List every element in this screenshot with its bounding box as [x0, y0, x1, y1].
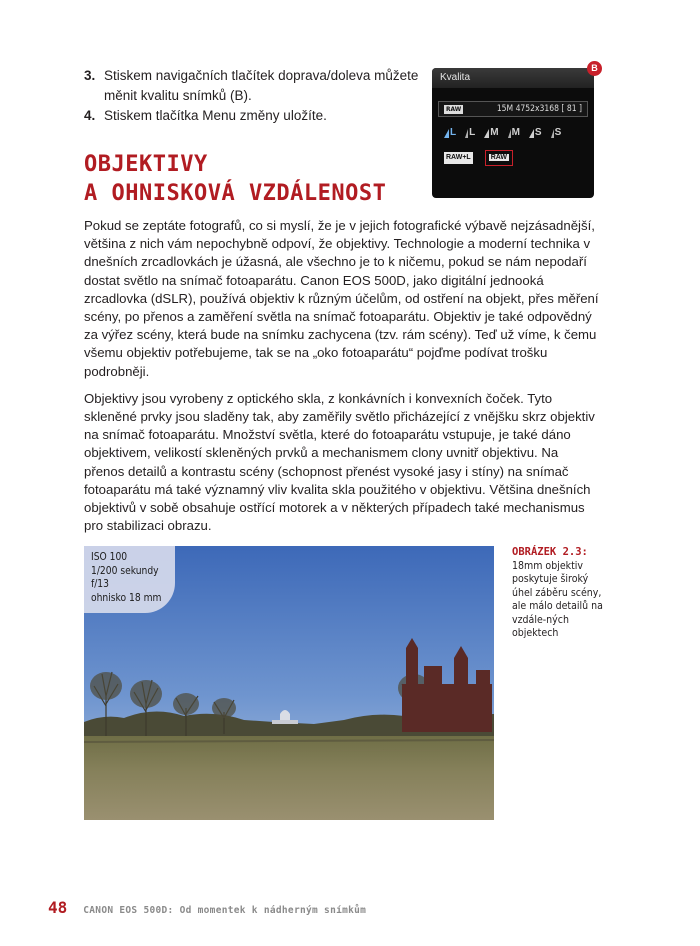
camera-quality-screen: [432, 68, 594, 198]
heading-line-1: OBJEKTIVY: [84, 152, 208, 177]
quality-small-normal-icon: S: [551, 125, 562, 141]
exif-iso: ISO 100: [91, 552, 128, 563]
quality-raw-plus-large-icon: RAW+L: [444, 150, 473, 166]
camera-screen-title: Kvalita: [432, 68, 594, 88]
paragraph: Objektivy jsou vyrobeny z optického skla, z konkávních i konvexních čoček. Tyto skleněné prvky jsou sladěny tak, aby zaměřily světlo přicházející z vnějšku skrz objektiv na snímač fotoaparátu. Množství světla, které do fotoaparátu vstupuje, je také dáno objektivem, velikostí skleněných prvků a mechanismem clony uvnitř objektivu. Na přenos detailů a kontrastu scény (schopnost přenést vysoké jasy i stíny) na snímač fotoaparátu má také významný vliv kvalita skla použitého v objektivu. Většina dnešních objektivů v sobě obsahuje ostřící motorek a v některých případech také mechanismus pro stabilizaci obrazu.: [84, 390, 595, 534]
exif-focal-length: ohnisko 18 mm: [91, 592, 162, 604]
step-text: Stiskem tlačítka Menu změny uložíte.: [104, 108, 327, 123]
exif-overlay: [84, 546, 175, 613]
section-heading: [84, 150, 386, 208]
running-title: CANON EOS 500D: Od momentek k nádherným snímkům: [83, 905, 367, 916]
landscape-photo: [84, 546, 494, 820]
body-text: [84, 217, 602, 544]
quality-small-fine-icon: S: [529, 125, 542, 141]
page-footer: [48, 898, 366, 917]
step-item: [84, 66, 424, 106]
quality-medium-fine-icon: M: [484, 125, 498, 141]
quality-large-fine-icon: L: [444, 125, 456, 141]
page-number: 48: [48, 898, 68, 917]
figure-caption-text: 18mm objektiv poskytuje široký úhel záběru scény, ale málo detailů na vzdále-ných objektech: [512, 559, 603, 639]
quality-row-jpeg: [444, 125, 561, 141]
step-number: 3.: [84, 68, 96, 83]
heading-line-2: A OHNISKOVÁ VZDÁLENOST: [84, 181, 387, 206]
quality-info-text: 15M 4752x3168 [ 81 ]: [496, 104, 582, 114]
exif-aperture: f/13: [91, 579, 109, 590]
step-item: [84, 106, 424, 126]
callout-badge-b: B: [587, 61, 602, 76]
quality-row-raw: [444, 150, 513, 166]
quality-medium-normal-icon: M: [508, 125, 520, 141]
step-number: 4.: [84, 108, 96, 123]
raw-tag: RAW: [446, 104, 462, 113]
paragraph: Pokud se zeptáte fotografů, co si myslí, že je v jejich fotografické výbavě nejzásadnější, většina z nich vám nepochybně odpoví, že objektivy. Technologie a moderní technika v dnešních zrcadlovkách je úžasná, ale všechno je to k ničemu, pokud se nám nepodaří dostat světlo na snímač fotoaparátu. Canon EOS 500D, jako digitální jednooká zrcadlovka (dSLR), používá objektiv k různým účelům, od ostření na objekt, přes měření scény, po přenos a zaměření světla na snímač fotoaparátu. Objektiv je také odpovědný za výřez scény, která bude na snímku zachycena (tzv. rám scény). Teď už víme, k čemu všemu objektiv potřebujeme, tak se na „oko fotoaparátu“ pojďme podívat trošku podrobněji.: [84, 218, 599, 379]
quality-large-normal-icon: L: [465, 125, 475, 141]
step-text: Stiskem navigačních tlačítek doprava/doleva můžete měnit kvalitu snímků (B).: [104, 68, 419, 103]
steps-list: [84, 66, 424, 126]
figure-label: OBRÁZEK 2.3:: [512, 546, 588, 558]
quality-raw-selected-icon: RAW: [485, 150, 513, 166]
camera-quality-info: [438, 101, 588, 117]
exif-shutter: 1/200 sekundy: [91, 565, 159, 577]
figure-caption: [512, 546, 608, 641]
